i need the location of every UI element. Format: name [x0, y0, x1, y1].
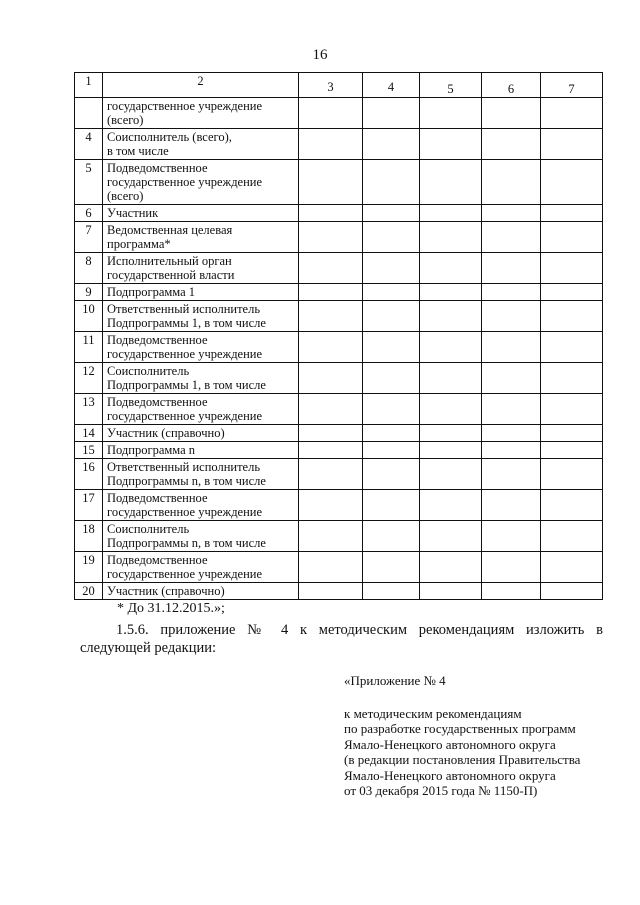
- table-row: [75, 490, 603, 521]
- empty-cell: [482, 363, 541, 394]
- empty-cell: [420, 332, 482, 363]
- table-header-row: [75, 73, 603, 98]
- table-row: [75, 425, 603, 442]
- row-name: Подведомственное государственное учреждение: [103, 332, 299, 363]
- table-row: [75, 253, 603, 284]
- empty-cell: [363, 284, 420, 301]
- empty-cell: [299, 284, 363, 301]
- column-header: 2: [103, 73, 299, 98]
- appendix-line: Ямало-Ненецкого автономного округа: [344, 736, 556, 752]
- row-number: 19: [75, 552, 103, 583]
- empty-cell: [299, 583, 363, 600]
- empty-cell: [420, 301, 482, 332]
- row-number: 9: [75, 284, 103, 301]
- table-row: [75, 301, 603, 332]
- appendix-block: [344, 673, 580, 799]
- row-number: 16: [75, 459, 103, 490]
- empty-cell: [420, 583, 482, 600]
- table-row: [75, 459, 603, 490]
- empty-cell: [299, 129, 363, 160]
- empty-cell: [420, 459, 482, 490]
- table-row: [75, 160, 603, 205]
- paragraph-line-1: 1.5.6. приложение № 4 к методическим рекомендациям изложить в: [116, 622, 603, 638]
- empty-cell: [541, 552, 603, 583]
- table-row: [75, 583, 603, 600]
- row-number: 12: [75, 363, 103, 394]
- row-number: 14: [75, 425, 103, 442]
- empty-cell: [541, 301, 603, 332]
- row-name: государственное учреждение (всего): [103, 98, 299, 129]
- empty-cell: [299, 442, 363, 459]
- empty-cell: [363, 363, 420, 394]
- empty-cell: [363, 459, 420, 490]
- empty-cell: [541, 583, 603, 600]
- row-name: Участник (справочно): [103, 425, 299, 442]
- row-name: Исполнительный орган государственной власти: [103, 253, 299, 284]
- row-number: 10: [75, 301, 103, 332]
- table-row: [75, 332, 603, 363]
- row-name: Соисполнитель Подпрограммы n, в том числе: [103, 521, 299, 552]
- empty-cell: [420, 284, 482, 301]
- row-number: 6: [75, 205, 103, 222]
- table-row: [75, 394, 603, 425]
- row-number: 11: [75, 332, 103, 363]
- empty-cell: [363, 98, 420, 129]
- empty-cell: [541, 490, 603, 521]
- empty-cell: [363, 253, 420, 284]
- row-number: 20: [75, 583, 103, 600]
- empty-cell: [420, 394, 482, 425]
- empty-cell: [420, 442, 482, 459]
- empty-cell: [363, 442, 420, 459]
- empty-cell: [363, 129, 420, 160]
- empty-cell: [482, 459, 541, 490]
- table-row: [75, 129, 603, 160]
- row-number: 7: [75, 222, 103, 253]
- row-number: 5: [75, 160, 103, 205]
- empty-cell: [363, 332, 420, 363]
- empty-cell: [482, 284, 541, 301]
- empty-cell: [299, 332, 363, 363]
- row-name: Соисполнитель Подпрограммы 1, в том числе: [103, 363, 299, 394]
- table-row: [75, 521, 603, 552]
- empty-cell: [420, 490, 482, 521]
- empty-cell: [482, 332, 541, 363]
- empty-cell: [541, 205, 603, 222]
- empty-cell: [363, 552, 420, 583]
- column-header: 7: [541, 73, 603, 98]
- empty-cell: [482, 301, 541, 332]
- row-name: Ответственный исполнитель Подпрограммы n, в том числе: [103, 459, 299, 490]
- empty-cell: [420, 552, 482, 583]
- empty-cell: [541, 521, 603, 552]
- empty-cell: [363, 425, 420, 442]
- empty-cell: [363, 205, 420, 222]
- column-header: 6: [482, 73, 541, 98]
- row-name: Подведомственное государственное учреждение: [103, 490, 299, 521]
- empty-cell: [363, 521, 420, 552]
- empty-cell: [482, 490, 541, 521]
- column-header: 4: [363, 73, 420, 98]
- empty-cell: [482, 425, 541, 442]
- empty-cell: [363, 160, 420, 205]
- row-name: Подведомственное государственное учреждение (всего): [103, 160, 299, 205]
- appendix-line: к методическим рекомендациям: [344, 705, 522, 721]
- empty-cell: [541, 459, 603, 490]
- empty-cell: [299, 425, 363, 442]
- empty-cell: [363, 301, 420, 332]
- empty-cell: [420, 205, 482, 222]
- empty-cell: [299, 521, 363, 552]
- appendix-line: от 03 декабря 2015 года № 1150-П): [344, 783, 538, 798]
- programs-table: [74, 72, 603, 600]
- empty-cell: [420, 521, 482, 552]
- empty-cell: [420, 98, 482, 129]
- appendix-line: Ямало-Ненецкого автономного округа: [344, 767, 556, 783]
- empty-cell: [363, 583, 420, 600]
- empty-cell: [299, 490, 363, 521]
- empty-cell: [420, 222, 482, 253]
- empty-cell: [299, 363, 363, 394]
- column-header: 5: [420, 73, 482, 98]
- empty-cell: [299, 552, 363, 583]
- empty-cell: [363, 394, 420, 425]
- empty-cell: [420, 363, 482, 394]
- row-number: 8: [75, 253, 103, 284]
- empty-cell: [299, 98, 363, 129]
- empty-cell: [541, 253, 603, 284]
- empty-cell: [482, 442, 541, 459]
- row-number: 15: [75, 442, 103, 459]
- empty-cell: [541, 363, 603, 394]
- empty-cell: [541, 394, 603, 425]
- row-name: Подведомственное государственное учреждение: [103, 394, 299, 425]
- row-name: Участник (справочно): [103, 583, 299, 600]
- column-header: 3: [299, 73, 363, 98]
- empty-cell: [299, 459, 363, 490]
- empty-cell: [541, 425, 603, 442]
- table-row: [75, 442, 603, 459]
- column-header: 1: [75, 73, 103, 98]
- empty-cell: [541, 222, 603, 253]
- empty-cell: [420, 129, 482, 160]
- empty-cell: [541, 332, 603, 363]
- empty-cell: [482, 222, 541, 253]
- row-number: 18: [75, 521, 103, 552]
- row-number: 13: [75, 394, 103, 425]
- empty-cell: [299, 394, 363, 425]
- empty-cell: [482, 160, 541, 205]
- empty-cell: [482, 98, 541, 129]
- empty-cell: [299, 160, 363, 205]
- empty-cell: [482, 521, 541, 552]
- row-name: Ведомственная целевая программа*: [103, 222, 299, 253]
- empty-cell: [482, 205, 541, 222]
- appendix-line: по разработке государственных программ: [344, 721, 576, 736]
- empty-cell: [363, 490, 420, 521]
- empty-cell: [541, 284, 603, 301]
- page-number: 16: [312, 47, 328, 63]
- empty-cell: [482, 253, 541, 284]
- paragraph-line-2: следующей редакции:: [80, 640, 217, 656]
- instruction-paragraph: [80, 621, 603, 657]
- empty-cell: [420, 253, 482, 284]
- table-row: [75, 363, 603, 394]
- table-row: [75, 98, 603, 129]
- empty-cell: [420, 160, 482, 205]
- empty-cell: [541, 98, 603, 129]
- appendix-line: (в редакции постановления Правительства: [344, 752, 581, 767]
- empty-cell: [541, 160, 603, 205]
- table-row: [75, 284, 603, 301]
- empty-cell: [299, 222, 363, 253]
- empty-cell: [482, 129, 541, 160]
- empty-cell: [482, 394, 541, 425]
- table-body: [75, 73, 603, 600]
- empty-cell: [482, 583, 541, 600]
- row-name: Подпрограмма 1: [103, 284, 299, 301]
- empty-cell: [299, 301, 363, 332]
- empty-cell: [420, 425, 482, 442]
- row-name: Ответственный исполнитель Подпрограммы 1, в том числе: [103, 301, 299, 332]
- table-row: [75, 205, 603, 222]
- table-row: [75, 222, 603, 253]
- row-number: 4: [75, 129, 103, 160]
- empty-cell: [299, 253, 363, 284]
- row-name: Подпрограмма n: [103, 442, 299, 459]
- row-number: 17: [75, 490, 103, 521]
- empty-cell: [363, 222, 420, 253]
- row-number: [75, 98, 103, 129]
- row-name: Подведомственное государственное учреждение: [103, 552, 299, 583]
- empty-cell: [541, 129, 603, 160]
- appendix-heading: «Приложение № 4: [344, 673, 446, 688]
- footnote: * До 31.12.2015.»;: [117, 601, 225, 616]
- row-name: Участник: [103, 205, 299, 222]
- empty-cell: [541, 442, 603, 459]
- table-row: [75, 552, 603, 583]
- empty-cell: [299, 205, 363, 222]
- empty-cell: [482, 552, 541, 583]
- row-name: Соисполнитель (всего), в том числе: [103, 129, 299, 160]
